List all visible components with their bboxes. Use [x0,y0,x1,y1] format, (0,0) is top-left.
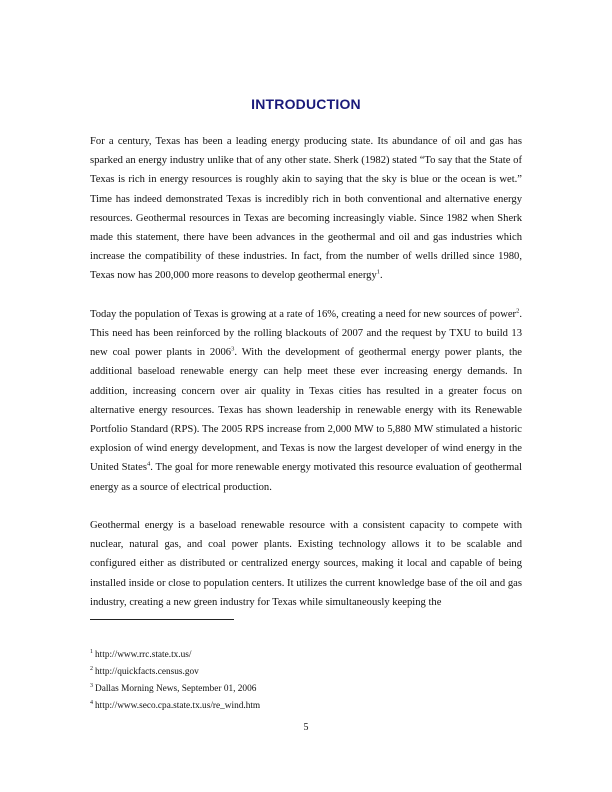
footnote [90,681,522,698]
paragraph [90,132,522,286]
footnote-text: http://www.seco.cpa.state.tx.us/re_wind.htm [95,701,261,711]
footnote-number: 1 [90,648,93,655]
footnote-number: 2 [90,665,93,672]
footnotes [90,647,522,715]
paragraph-text: . The goal for more renewable energy motivated this resource evaluation of geothermal energy as a source of electrical production. [90,462,522,493]
page-title: INTRODUCTION [251,96,361,112]
page-number: 5 [303,722,309,733]
paragraph-text: . With the development of geothermal energy power plants, the additional baseload renewable energy can help meet these ever increasing energy demands. In addition, increasing concern over air quality in Texas cities has resulted in a greater focus on alternative energy resources. Texas has shown leadership in renewable energy with its Renewable Portfolio Standard (RPS). The 2005 RPS increase from 2,000 MW to 5,880 MW stimulated a historic explosion of wind energy development, and Texas is now the largest developer of wind energy in the United States [90,347,522,474]
footnote-reference: 3 [231,345,235,353]
footnote-reference: 1 [376,268,381,276]
footnote-text: http://quickfacts.census.gov [95,667,199,677]
paragraph-text: Today the population of Texas is growing at a rate of 16%, creating a need for new sources of power [90,308,517,320]
paragraph [90,516,522,612]
paragraph-text: For a century, Texas has been a leading energy producing state. Its abundance of oil and gas has sparked an energy industry unlike that of any other state. Sherk (1982) stated “To say that the State of Texas is rich in energy resources is roughly akin to saying that the sky is blue or the ocean is wet.” Time has indeed demonstrated Texas is incredibly rich in both conventional and alternative energy resources. Geothermal resources in Texas are becoming increasingly viable. Since 1982 when Sherk made this statement, there have been advances in the geothermal and oil and gas industries which increase the compatibility of these industries. In fact, from the number of wells drilled since 1980, Texas now has 200,000 more reasons to develop geothermal energy [90,136,522,282]
body-text [90,132,522,631]
footnote-text: http://www.rrc.state.tx.us/ [95,650,192,660]
paragraph [90,305,522,497]
paragraph-text: . This need has been reinforced by the rolling blackouts of 2007 and the request by TXU to build 13 new coal power plants in 2006 [90,308,522,359]
footnote-text: Dallas Morning News, September 01, 2006 [95,684,257,694]
footnote-reference: 2 [516,307,520,315]
paragraph-text: Geothermal energy is a baseload renewable resource with a consistent capacity to compete with nuclear, natural gas, and coal power plants. Existing technology allows it to be scalable and configured either as distributed or centralized energy sources, making it local and capable of being installed inside or close to population centers. It utilizes the current knowledge base of the oil and gas industry, creating a new green industry for Texas while simultaneously keeping the [90,520,522,608]
footnote [90,664,522,681]
footnote-reference: 4 [147,460,151,468]
footnote [90,698,522,715]
footnote-number: 4 [90,699,93,706]
footnote-number: 3 [90,682,93,689]
footnote [90,647,522,664]
paragraph-text: . [380,270,383,282]
footnote-divider [90,619,234,620]
